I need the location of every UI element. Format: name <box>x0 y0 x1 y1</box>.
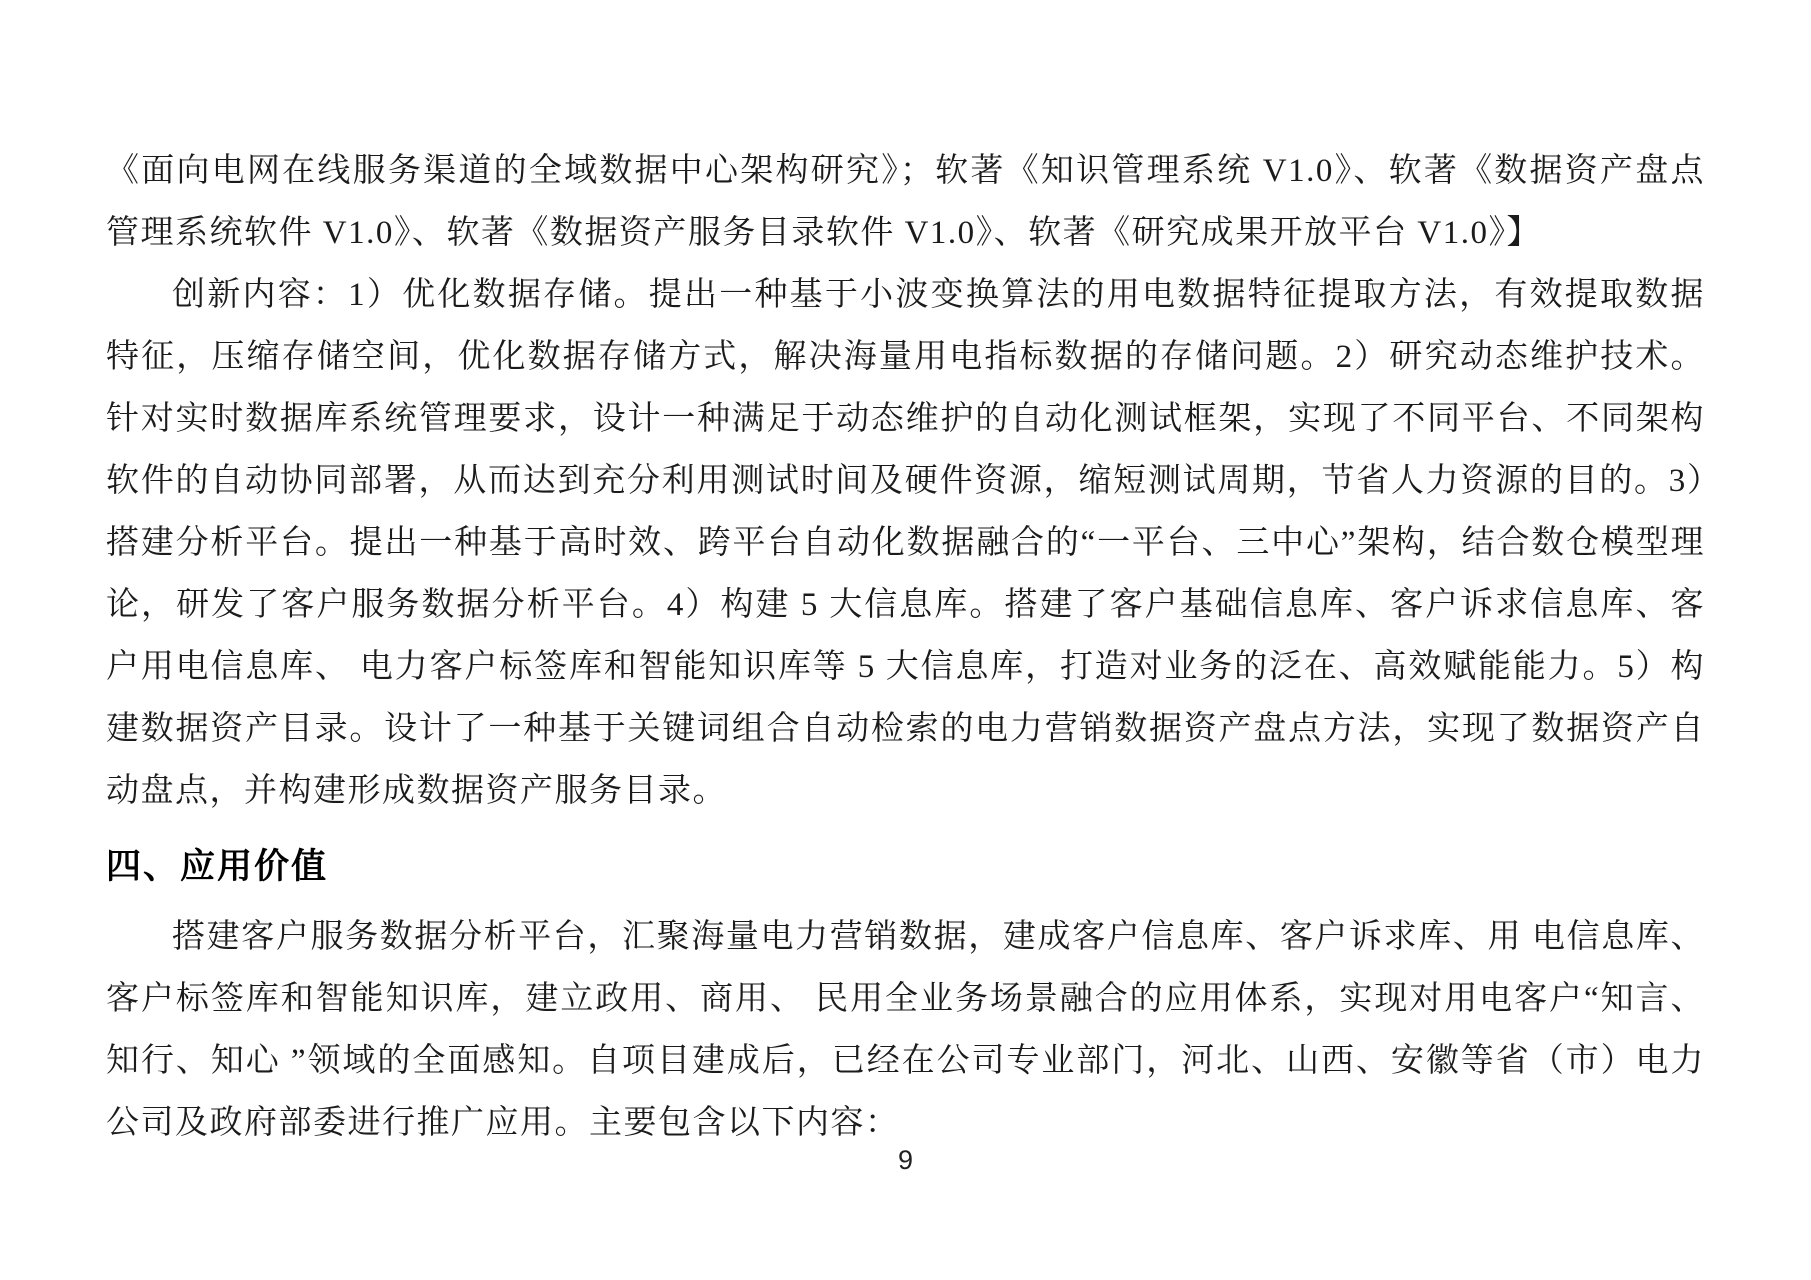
section-heading-application-value: 四、应用价值 <box>106 847 329 886</box>
paragraph-software-copyrights: 《面向电网在线服务渠道的全域数据中心架构研究》；软著《知识管理系统 V1.0》、软著《数据资产盘点管理系统软件 V1.0》、软著《数据资产服务目录软件 V1.0》、软著《研究成果开放平台 V1.0》】 <box>106 153 1705 251</box>
paragraph-application-value: 搭建客户服务数据分析平台，汇聚海量电力营销数据，建成客户信息库、客户诉求库、用 电信息库、客户标签库和智能知识库，建立政用、商用、 民用全业务场景融合的应用体系，实现对用电客户“知言、知行、知心 ”领域的全面感知。自项目建成后，已经在公司专业部门，河北、山西、安徽等省（市）电力公司及政府部委进行推广应用。主要包含以下内容： <box>106 919 1705 1141</box>
page-number: 9 <box>897 1145 914 1175</box>
paragraph-innovation-content: 创新内容：1）优化数据存储。提出一种基于小波变换算法的用电数据特征提取方法，有效提取数据特征，压缩存储空间，优化数据存储方式，解决海量用电指标数据的存储问题。2）研究动态维护技术。针对实时数据库系统管理要求，设计一种满足于动态维护的自动化测试框架，实现了不同平台、不同架构软件的自动协同部署，从而达到充分利用测试时间及硬件资源，缩短测试周期，节省人力资源的目的。3）搭建分析平台。提出一种基于高时效、跨平台自动化数据融合的“一平台、三中心”架构，结合数仓模型理论，研发了客户服务数据分析平台。4）构建 5 大信息库。搭建了客户基础信息库、客户诉求信息库、客户用电信息库、 电力客户标签库和智能知识库等 5 大信息库，打造对业务的泛在、高效赋能能力。5）构建数据资产目录。设计了一种基于关键词组合自动检索的电力营销数据资产盘点方法，实现了数据资产自动盘点，并构建形成数据资产服务目录。 <box>106 277 1705 809</box>
